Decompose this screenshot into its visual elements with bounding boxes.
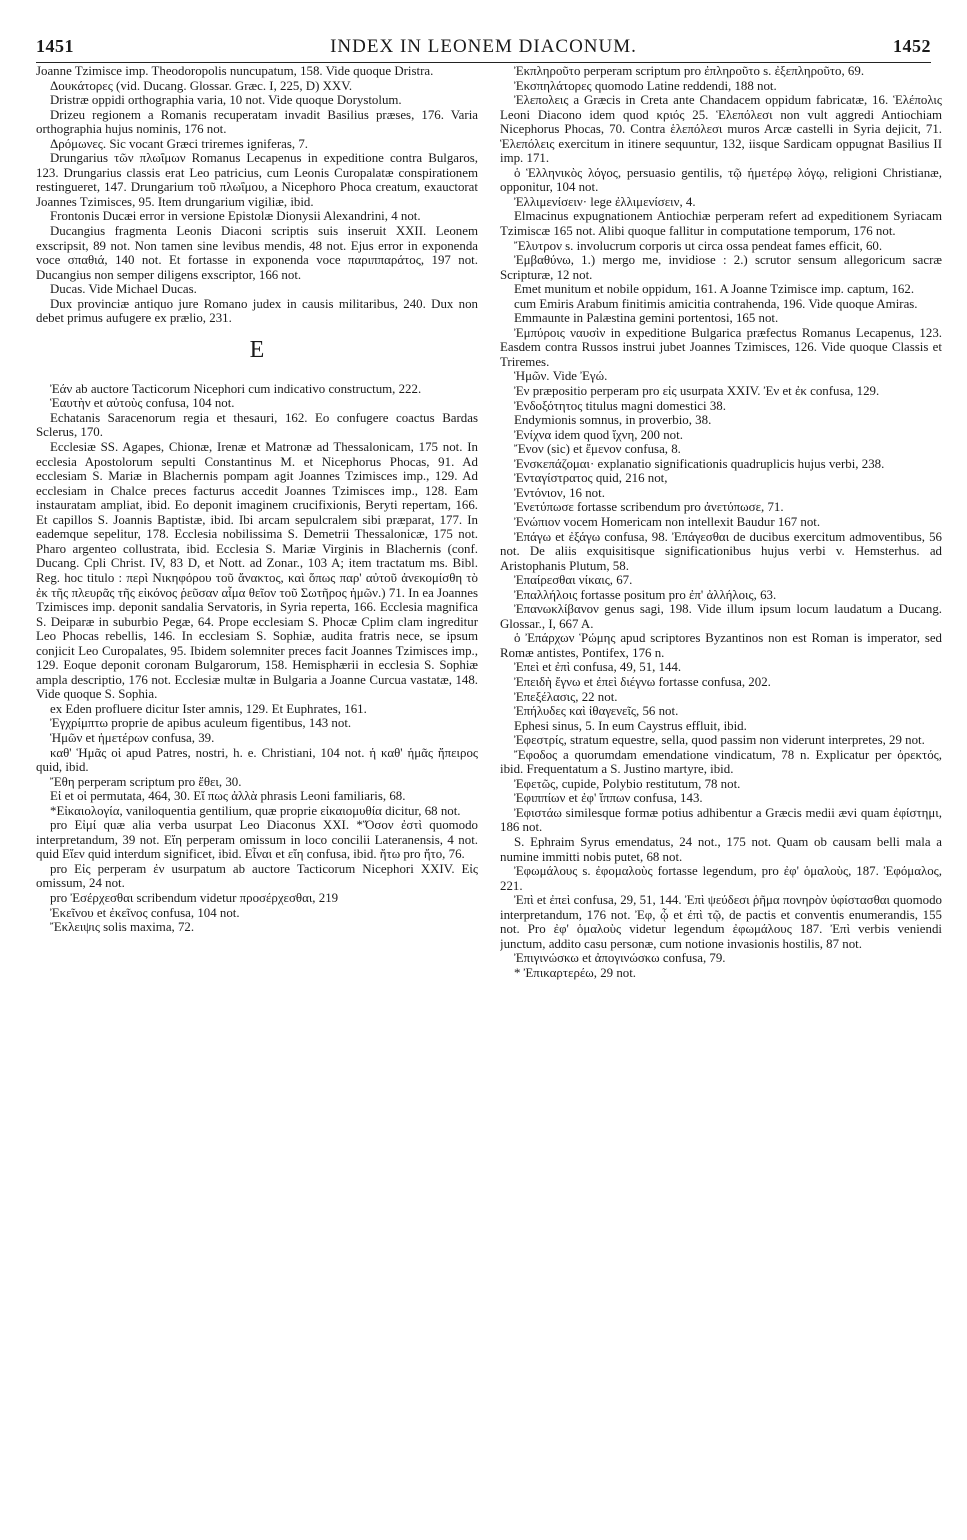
index-entry: Ἐκπληροῦτο perperam scriptum pro ἐπληροῦτο s. ἐξεπληροῦτο, 69.: [514, 64, 865, 78]
index-entry: Ἐκσπηλάτορες quomodo Latine reddendi, 188 not.: [514, 78, 777, 93]
index-entry: Ἐνδοξότητος titulus magni domestici 38.: [514, 398, 726, 413]
index-entry: Εἰ et οἱ permutata, 464, 30. Εἴ πως ἀλλὰ phrasis Leoni familiaris, 68.: [50, 789, 406, 804]
page-number-right: 1452: [893, 36, 931, 56]
index-entry: Ἐλεπολεις a Græcis in Creta ante Chandacem oppidum fabricatæ, 16. Ἑλέπολις Leoni Diacono idem quod κριός 25. Ἑλεπόλεσι non vult aggredi Antiochiam Nicephorus Phocas, 70. Contra ἑλεπόλεσι muros Arcæ castelli in Syria dejicit, 71. Ἑλεπόλεις exercitum in itinere sequuntur, 132, iisque Sardicam oppugnat Basilius II imp. 171.: [500, 93, 942, 166]
index-entry: Ἐπάγω et ἐξάγω confusa, 98. Ἐπάγεσθαι de ducibus exercitum admoventibus, 56 not. De aliis exquisitisque significationibus hujus verbi v. Hemsterhus. ad Aristophanis Plutum, 58.: [500, 529, 942, 573]
index-entry: pro Εἰς perperam ἐν usurpatum ab auctore Tacticorum Nicephori XXIV. Εἰς omissum, 24 not.: [36, 861, 478, 891]
left-column: [36, 64, 478, 1524]
index-entry: Ἡμῶν. Vide Ἐγώ.: [514, 369, 608, 384]
index-entry: Ἐμβαθύνω, 1.) mergo me, invidiose : 2.) scrutor sensum allegoricum sacræ Scripturæ, 12 not.: [500, 253, 942, 282]
index-entry: Drizeu regionem a Romanis recuperatam invadit Basilius præses, 176. Varia orthographia hujus nominis, 176 not.: [36, 107, 478, 137]
index-entry: Ἐπαλλήλοις fortasse positum pro ἐπ' ἀλλήλοις, 63.: [514, 587, 777, 602]
index-entry: Ἐπειδὴ ἔγνω et ἐπεὶ διέγνω fortasse confusa, 202.: [514, 674, 771, 689]
index-entry: Frontonis Ducæi error in versione Epistolæ Dionysii Alexandrini, 4 not.: [50, 209, 421, 224]
page-title: INDEX IN LEONEM DIACONUM.: [330, 36, 637, 57]
index-entry: Ἐπανωκλίβανον genus sagi, 198. Vide illum ipsum locum laudatum a Ducang. Glossar., I, 667 A.: [500, 602, 942, 631]
index-entry: Ἔλυτρον s. involucrum corporis ut circa ossa pendeat fames efficit, 60.: [514, 238, 883, 253]
index-entry: Ἐλλιμενίσειν· lege ἐλλιμενίσειν, 4.: [514, 194, 696, 209]
index-entry: * Ἐπικαρτερέω, 29 not.: [514, 965, 637, 980]
index-entry: Ἐνταγίστρατος quid, 216 not,: [514, 471, 668, 486]
index-entry: Ephesi sinus, 5. In eum Caystrus effluit, ibid.: [514, 718, 747, 733]
index-entry: Ἔφοδος a quorumdam emendatione vindicatum, 78 n. Explicatur per ὀρεκτός, ibid. Frequentatum a S. Justino martyre, ibid.: [500, 747, 942, 777]
index-entry: Ἔκλειψις solis maxima, 72.: [50, 920, 195, 935]
index-entry: ὁ Ἑλληνικὸς λόγος, persuasio gentilis, τῷ ἡμετέρῳ λόγῳ, religioni Christianæ, opponitur, 104 not.: [500, 165, 942, 195]
index-entry: Δουκάτορες (vid. Ducang. Glossar. Græc. I, 225, D) XXV.: [50, 78, 353, 93]
index-entry: Ἐντόνιον, 16 not.: [514, 485, 605, 500]
index-entry: Ἡμῶν et ἡμετέρων confusa, 39.: [50, 730, 215, 745]
index-entry: Ἐπεὶ et ἐπὶ confusa, 49, 51, 144.: [514, 660, 682, 675]
index-entry: Ἐνετύπωσε fortasse scribendum pro ἀνετύπωσε, 71.: [514, 500, 784, 515]
index-entry: Joanne Tzimisce imp. Theodoropolis nuncupatum, 158. Vide quoque Dristra.: [36, 64, 434, 78]
index-entry: Ἐπὶ et ἐπεὶ confusa, 29, 51, 144. Ἐπὶ ψεύδεσι ῥῆμα πονηρὸν ὑφίστασθαι quomodo interpretandum, 176 not. Ἐφ, ᾧ et ἐπὶ τῷ, de pactis et conventis enumerandis, 155 not. Pro ἐφ' ὁμαλοὺς videtur legendum ἐφωμάλους 187. Ἐπὶ verbis veniendi junctum, addito casu personæ, cum notione invasionis hostilis, 87 not.: [500, 893, 942, 951]
index-entry: Ἐμπύροις ναυσὶν in expeditione Bulgarica præfectus Romanus Lecapenus, 123. Easdem contra Russos instrui jubet Joannes Tzimisces, 126. Vide quoque Classis et Triremes.: [500, 325, 942, 369]
header-rule: [36, 62, 931, 63]
index-entry: Ἐκεῖνου et ἐκεῖνος confusa, 104 not.: [50, 905, 240, 920]
index-entry: Ἐνσκεπάζομαι· explanatio significationis quadruplicis hujus verbi, 238.: [514, 456, 885, 471]
index-entry: Ecclesiæ SS. Agapes, Chionæ, Irenæ et Matronæ ad Thessalonicam, 175 not. In ecclesia Apostolorum sepulti Constantinus M. et Nicephorus Phocas, 91. Ad ecclesiam S. Mariæ in Blachernis pompam agit Joannes Tzimisces imp., 129. Ad ecclesiam in Chalce preces facturus accedit Joannes Tzimisces imp., 128. Eam instauratam ampliat, ibid. Eo deponit imaginem crucifixionis, Beryti repertam, 166. Et capillos S. Joannis Baptistæ, ibid. Ibi arcam sepulcralem sibi præparat, 177. In eademque sepelitur, 178. Ecclesia nobilissima S. Demetrii Thessalonicæ, 175 not. Pharo argenteo collustrata, ibid. Ecclesia S. Mariæ Virginis in Blachernis (conf. Ducang. Cpli Christ. IV, 83 D, et Nott. ad Zonar., 103 A; item tractatum ms. Bibl. Reg. hoc titulo : περὶ Νικηφόρου τοῦ ἄνακτος, καὶ ὅπως παρ' αὐτοῦ ἀνεκομίσθη τὸ ἐκ τῆς πλευρᾶς τῆς εἰκόνος ῥεῦσαν αἷμα θεῖον τοῦ Σωτῆρος ἡμῶν.) 71. In ea Joannes Tzimisces imp. deponit sandalia Servatoris, in Syria reperta, 166. Ecclesia magnifica S. Deiparæ in suburbio Pegæ, 64. Prope ecclesiam S. Phocæ Cplim clam ingreditur Leo Phocas rebellis, 146. In ecclesiam S. Sophiæ, audita fratris nece, se ipsum conjicit Leo Curopalates, 95. Ibidem solemniter preces facit Joannes Tzimisces imp., 129. Eoque deponit coronam Bulgarorum, 158. Hemisphærii in ecclesia S. Sophiæ ampla descriptio, 176 not. Ecclesiæ multæ in Bulgaria a Joanne Curcua vastatæ, 148. Vide quoque S. Sophia.: [36, 440, 478, 702]
index-entry: Emet munitum et nobile oppidum, 161. A Joanne Tzimisce imp. captum, 162.: [514, 282, 915, 297]
index-entry: pro Ἐσέρχεσθαι scribendum videtur προσέρχεσθαι, 219: [50, 890, 339, 905]
index-entry: Ἔθη perperam scriptum pro ἔθει, 30.: [50, 774, 242, 789]
index-entry: Ἐφιππίων et ἐφ' ἵππων confusa, 143.: [514, 791, 703, 806]
index-entry: Ἐπεξέλασις, 22 not.: [514, 689, 618, 704]
index-entry: cum Emiris Arabum finitimis amicitia contrahenda, 196. Vide quoque Amiras.: [514, 296, 918, 311]
index-entry: Ἐφετῶς, cupide, Polybio restitutum, 78 not.: [514, 776, 741, 791]
index-entry: pro Εἰμί quæ alia verba usurpat Leo Diaconus XXI. *Ὅσον ἐστὶ quomodo interpretandum, 39 not. Εἴη perperam omissum in loco concilii Lateranensis, 4 not. quid Εἴεν quid interdum significet, ibid. Εἶναι et εἴη confusa, ibid. ἤτω pro ἤτο, 76.: [36, 818, 478, 862]
index-entry: Ἐφεστρίς, stratum equestre, sella, quod passim non viderunt interpretes, 29 not.: [514, 733, 925, 748]
index-entry: Ἐφιστάω similesque formæ potius adhibentur a Græcis medii ævi quam ἐφίστημι, 186 not.: [500, 805, 942, 835]
index-entry: S. Ephraim Syrus emendatus, 24 not., 175 not. Quam ob causam belli mala a numine immitti nobis putet, 68 not.: [500, 834, 942, 864]
index-entry: Drungarius τῶν πλωΐμων Romanus Lecapenus in expeditione contra Bulgaros, 123. Drungarius classis erat Leo patricius, cum Leonis Curopalatæ conspirationem restingueret, 147. Drungarium τοῦ πλωΐμου, a Nicephoro Phoca creatum, exauctorat Joannes Tzimisces, 95. Item drungarium vigiliæ, ibid.: [36, 151, 478, 209]
index-entry: Ἐν præpositio perperam pro εἰς usurpata XXIV. Ἐν et ἐκ confusa, 129.: [514, 384, 880, 399]
index-entry: *Εἰκαιολογία, vaniloquentia gentilium, quæ proprie εἰκαιομυθία dicitur, 68 not.: [50, 803, 461, 818]
index-entry: Dristræ oppidi orthographia varia, 10 not. Vide quoque Dorystolum.: [50, 93, 402, 108]
index-entry: Dux provinciæ antiquo jure Romano judex in causis militaribus, 240. Dux non debet primus aufugere ex prælio, 231.: [36, 296, 478, 326]
index-entry: Ἔνον (sic) et ἔμενον confusa, 8.: [514, 442, 681, 457]
index-entry: Ἐάν ab auctore Tacticorum Nicephori cum indicativo constructum, 222.: [50, 381, 422, 396]
index-entry: Ἐπήλυδες καὶ ἰθαγενεῖς, 56 not.: [514, 704, 679, 719]
index-entry: Ducangius fragmenta Leonis Diaconi scriptis suis inseruit XXII. Leonem exscripsit, 89 not. Non tamen sine levibus mendis, 48 not. Ejus error in exponenda voce σπαθιά, 140 not. Et fortasse in exponenda voce παριππαράτος, 197 not. Ducangius non semper diligens exscriptor, 166 not.: [36, 224, 478, 282]
index-entry: ὁ Ἐπάρχων Ῥώμης apud scriptores Byzantinos non est Roman is imperator, sed Romæ antistes, Pontifex, 176 n.: [500, 631, 942, 660]
index-entry: Ducas. Vide Michael Ducas.: [50, 282, 197, 297]
index-entry: Ἐπιγινώσκω et ἀπογινώσκω confusa, 79.: [514, 951, 726, 966]
index-entry: Ἐγχρίμπτω proprie de apibus aculeum figentibus, 143 not.: [50, 716, 352, 731]
index-entry: Ἐπαίρεσθαι νίκαις, 67.: [514, 573, 633, 588]
index-entry: Elmacinus expugnationem Antiochiæ perperam refert ad expeditionem Syriacam Tzimiscæ 165 not. Alibi quoque fallitur in computatione temporum, 176 not.: [500, 209, 942, 239]
index-entry: καθ' Ἡμᾶς οἱ apud Patres, nostri, h. e. Christiani, 104 not. ἡ καθ' ἡμᾶς ἤπειρος quid, ibid.: [36, 745, 478, 775]
index-entry: Ἐφωμάλους s. ἐφομαλοὺς fortasse legendum, pro ἐφ' ὁμαλοὺς, 187. Ἐφόμαλος, 221.: [500, 864, 942, 893]
page-header: [36, 36, 931, 60]
section-letter-heading: E: [249, 336, 265, 363]
right-column: [500, 64, 942, 1524]
page-number-left: 1451: [36, 36, 74, 56]
index-entry: ex Eden profluere dicitur Ister amnis, 129. Et Euphrates, 161.: [50, 701, 367, 716]
index-entry: Ἐνίχνα idem quod ἴχνη, 200 not.: [514, 427, 683, 442]
index-entry: Echatanis Saracenorum regia et thesauri, 162. Eo confugere coactus Bardas Sclerus, 170.: [36, 410, 478, 440]
index-entry: Ἐνώπιον vocem Homericam non intellexit Baudur 167 not.: [514, 514, 821, 529]
index-entry: Endymionis somnus, in proverbio, 38.: [514, 413, 712, 428]
index-entry: Δρόμωνες. Sic vocant Græci triremes igniferas, 7.: [50, 136, 309, 151]
index-entry: Emmaunte in Palæstina gemini portentosi, 165 not.: [514, 311, 779, 326]
index-entry: Ἑαυτὴν et αὐτοὺς confusa, 104 not.: [50, 396, 235, 411]
